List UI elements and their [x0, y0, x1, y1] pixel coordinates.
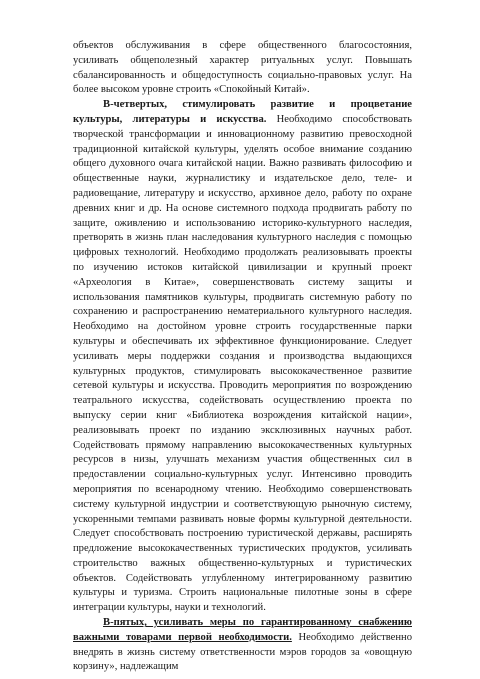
paragraph-heading-fourth: В-четвертых, стимулировать развитие и процветание культуры, литературы и искусства. [73, 99, 412, 125]
paragraph-heading-fifth: В-пятых, усиливать меры по гарантированному снабжению важными товарами первой необходимости. [73, 617, 412, 643]
paragraph-welfare-continuation [73, 39, 412, 98]
document-body [73, 39, 412, 675]
paragraph-text: Необходимо способствовать творческой трансформации и инновационному развитию превосходной традиционной китайской культуры, уделять особое внимание созданию общего духовного очага китайской нации. Важно развивать философию и общественные науки, журналистику и издательское дело, теле- и радиовещание, литературу и искусство, архивное дело, работу по охране древних книг и др. На основе системного подхода продвигать работу по защите, оживлению и использованию историко-культурного наследия, претворять в жизнь план наследования культурного наследия с помощью цифровых технологий. Необходимо продолжать реализовывать проекты по изучению истоков китайской цивилизации и крупный проект «Археология в Китае», совершенствовать систему защиты и использования памятников культуры, продвигать системную работу по сохранению и распространению нематериального культурного наследия. Необходимо на достойном уровне строить государственные парки культуры и обеспечивать их эффективное функционирование. Следует усиливать меры поддержки создания и производства выдающихся культурных продуктов, стимулировать высококачественное развитие сетевой культуры и искусства. Проводить мероприятия по возрождению театрального искусства, содействовать осуществлению проекта по выпуску серии книг «Библиотека возрождения китайской нации», реализовывать проект по изданию эксклюзивных научных работ. Содействовать прямому направлению высококачественных культурных ресурсов в низы, улучшать механизм участия общественных сил в предоставлении социально-культурных услуг. Интенсивно проводить мероприятия по всенародному чтению. Необходимо совершенствовать систему культурной индустрии и соответствующую рыночную систему, ускоренными темпами развивать новые формы культурной деятельности. Следует способствовать построению туристической державы, расширять предложение высококачественных туристических продуктов, усиливать строительство важных общественно-культурных и туристических объектов. Содействовать углубленному интегрированному развитию культуры и туризма. Строить национальные пилотные зоны в сфере интеграции культуры, науки и технологий. [73, 113, 412, 614]
paragraph-text: Необходимо действенно внедрять в жизнь систему ответственности мэров городов за «овощную корзину», надлежащим [73, 631, 413, 673]
paragraph-text: объектов обслуживания в сфере общественного благосостояния, усиливать общеполезный характер ритуальных услуг. Повышать сбалансированность и общедоступность социально-правовых услуг. На более высоком уровне строить «Спокойный Китай». [73, 40, 412, 96]
paragraph-essential-goods [73, 616, 412, 675]
paragraph-culture [73, 98, 412, 616]
